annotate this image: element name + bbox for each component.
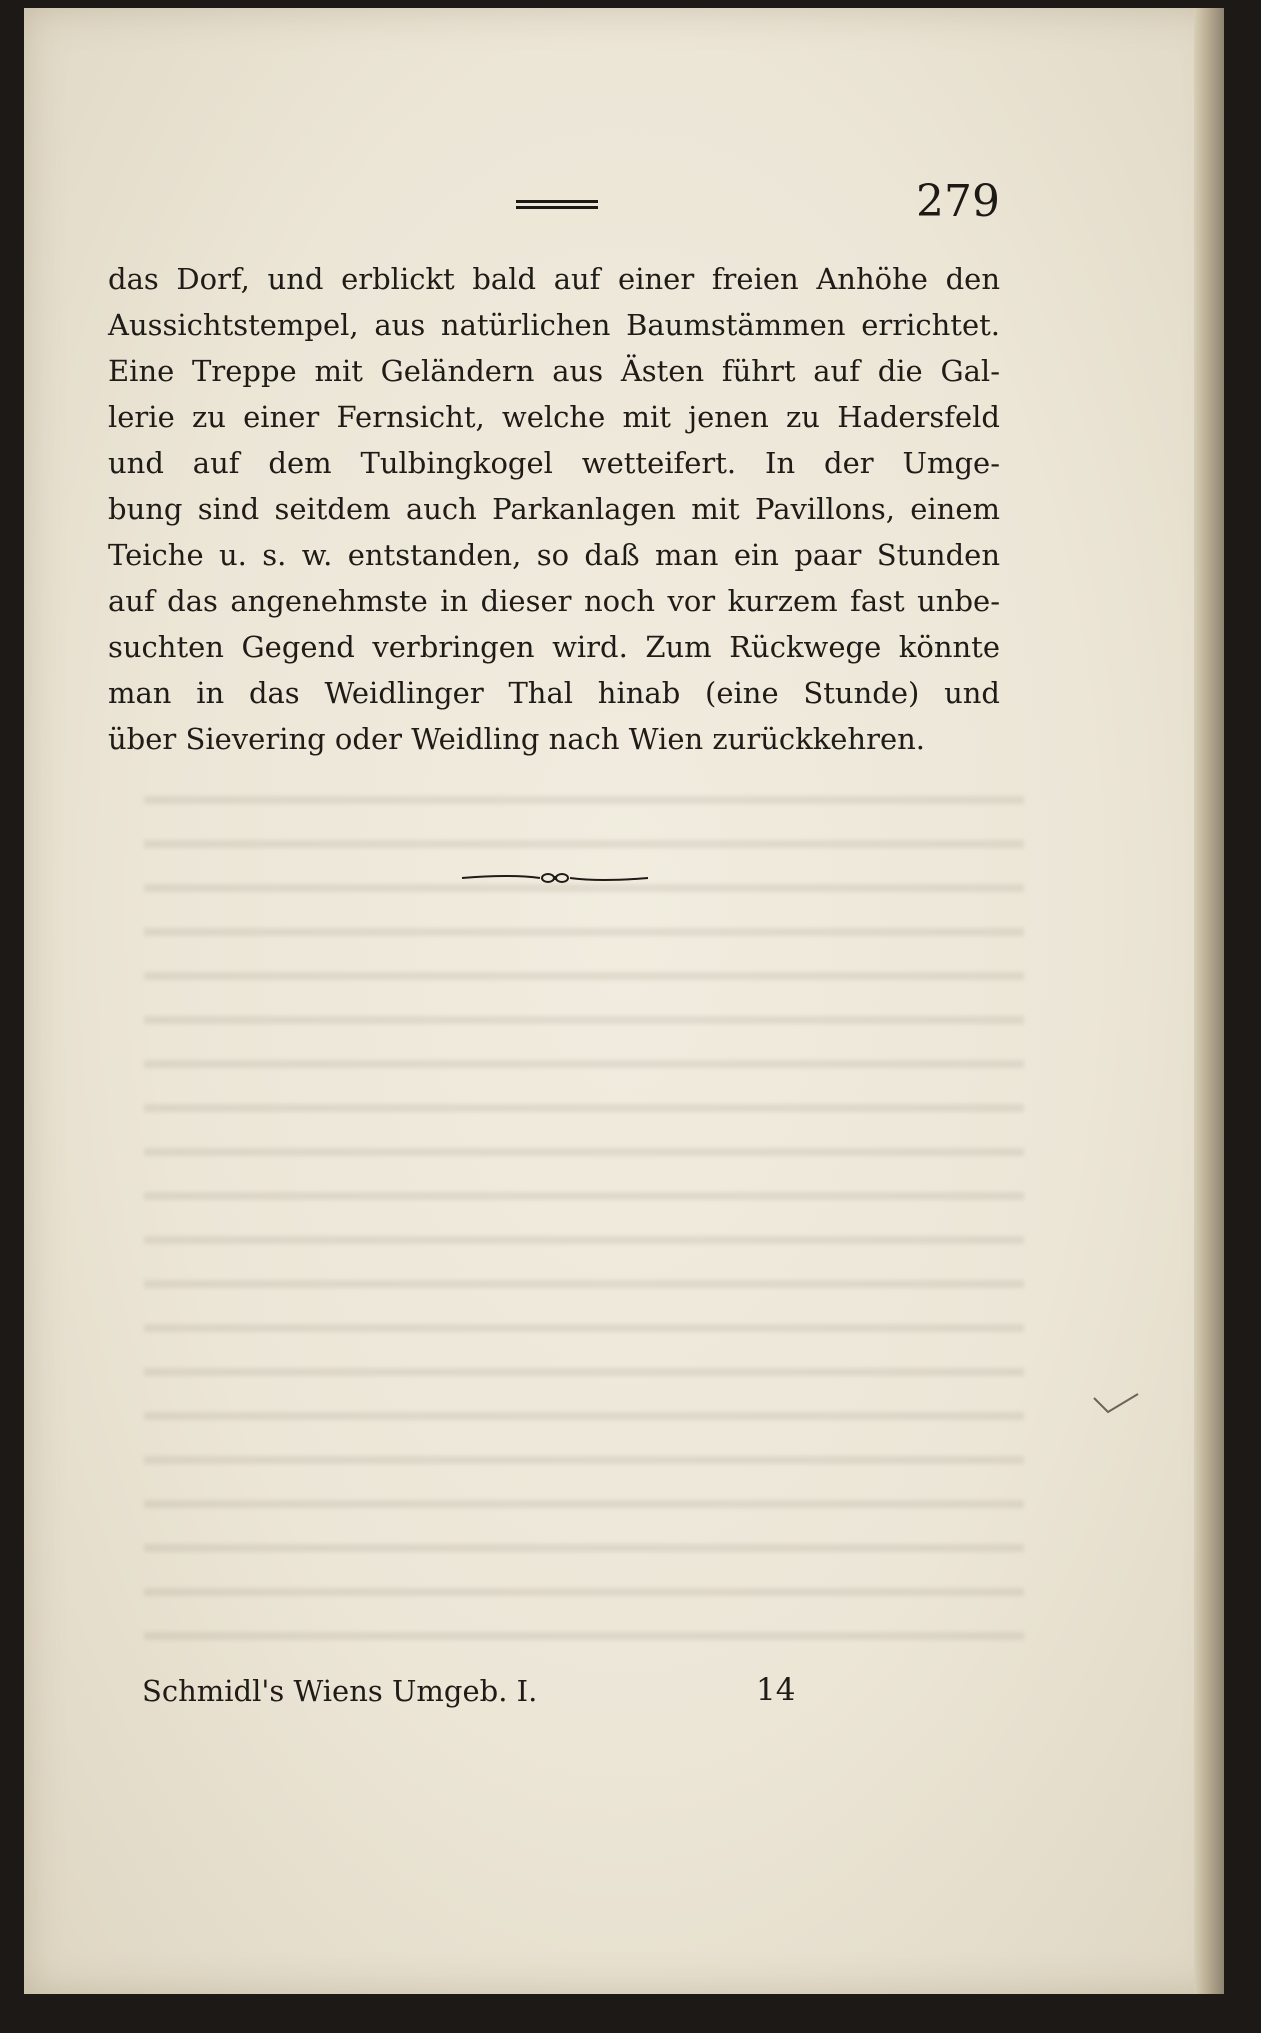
header-rule xyxy=(516,200,598,209)
ornament-divider xyxy=(460,866,650,890)
text-line: das Dorf, und erblickt bald auf einer freien Anhöhe den xyxy=(108,262,1000,296)
page-number: 279 xyxy=(916,176,1000,227)
body-text xyxy=(108,256,1000,762)
text-line: Eine Treppe mit Geländern aus Ästen führt auf die Gal- xyxy=(108,354,1000,388)
text-line: Aussichtstempel, aus natürlichen Baumstämmen errichtet. xyxy=(108,308,1000,342)
text-line: man in das Weidlinger Thal hinab (eine Stunde) und xyxy=(108,676,1000,710)
text-line: bung sind seitdem auch Parkanlagen mit Pavillons, einem xyxy=(108,492,1000,526)
pencil-check-mark xyxy=(1092,1392,1140,1416)
text-line: auf das angenehmste in dieser noch vor kurzem fast unbe- xyxy=(108,584,1000,618)
sheet-number: 14 xyxy=(756,1672,796,1708)
text-line: suchten Gegend verbringen wird. Zum Rückwege könnte xyxy=(108,630,1000,664)
page-edge xyxy=(1194,8,1224,1994)
signature-mark: Schmidl's Wiens Umgeb. I. xyxy=(142,1674,538,1708)
text-line: und auf dem Tulbingkogel wetteifert. In der Umge- xyxy=(108,446,1000,480)
text-line: lerie zu einer Fernsicht, welche mit jenen zu Hadersfeld xyxy=(108,400,1000,434)
text-line: über Sievering oder Weidling nach Wien zurückkehren. xyxy=(108,722,926,756)
text-line: Teiche u. s. w. entstanden, so daß man ein paar Stunden xyxy=(108,538,1000,572)
show-through-text xyxy=(144,778,1024,1658)
